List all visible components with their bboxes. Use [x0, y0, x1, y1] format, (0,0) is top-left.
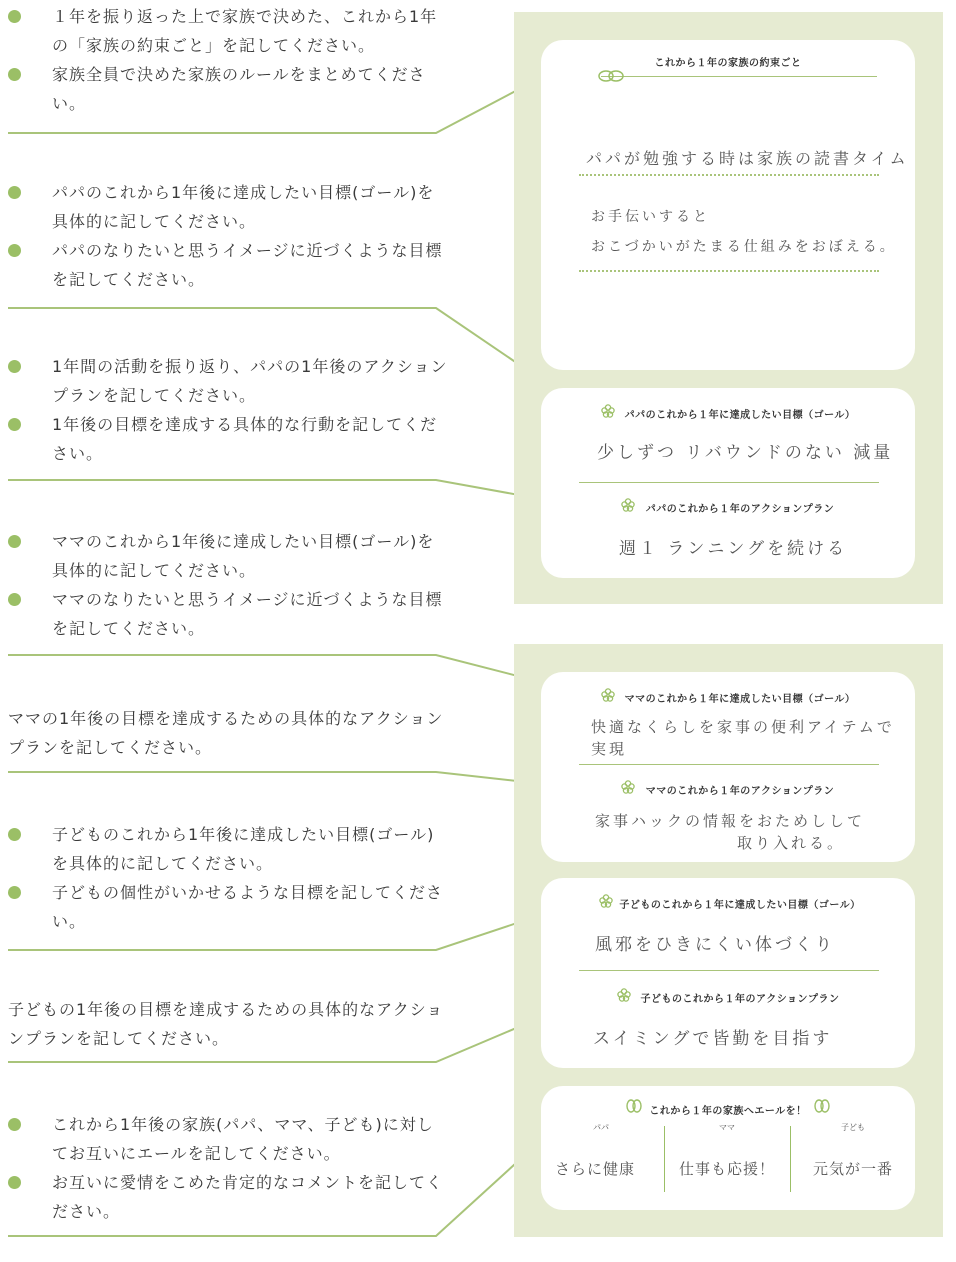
mama-goal-title: ママのこれから１年に達成したい目標（ゴール）	[624, 694, 856, 705]
family-promise-card	[541, 40, 915, 370]
mama-goal-text1: 快適なくらしを家事の便利アイテムで	[591, 718, 895, 736]
yell-papa-text: さらに健康	[555, 1160, 636, 1178]
papa-action-text: 週１ ランニングを続ける	[619, 539, 848, 559]
child-action-text: スイミングで皆勤を目指す	[593, 1029, 833, 1049]
column-divider	[790, 1126, 791, 1192]
yell-card	[541, 1086, 915, 1210]
bullet-icon	[8, 828, 21, 841]
family-promise-line2b: おこづかいがたまる仕組みをおぼえる。	[591, 239, 897, 255]
papa-card	[541, 388, 915, 578]
papa-action-title: パパのこれから１年のアクションプラン	[645, 504, 835, 515]
bullet-icon	[8, 10, 21, 23]
mama-action-title: ママのこれから１年のアクションプラン	[645, 786, 835, 797]
instruction-family: １年を振り返った上で家族で決めた、これから1年の「家族の約束ごと」を記してください。 家族全員で決めた家族のルールをまとめてください。	[8, 2, 448, 118]
instruction-mama-action: ママの1年後の目標を達成するための具体的なアクションプランを記してください。	[8, 709, 444, 757]
column-divider	[664, 1126, 665, 1192]
family-promise-line2a: お手伝いすると	[591, 209, 710, 225]
sheet-panel-top	[514, 12, 943, 604]
instruction-child-action: 子どもの1年後の目標を達成するための具体的なアクションプランを記してください。	[8, 1000, 444, 1048]
papa-goal-text: 少しずつ リバウンドのない 減量	[597, 443, 894, 463]
section-divider	[579, 764, 879, 765]
papa-goal-title: パパのこれから１年に達成したい目標（ゴール）	[624, 410, 856, 421]
yell-mama-text: 仕事も応援！	[679, 1160, 776, 1178]
mama-goal-text2: 実現	[591, 740, 628, 758]
title-divider	[601, 76, 877, 77]
dotted-rule	[579, 174, 879, 176]
bullet-icon	[8, 535, 21, 548]
section-divider	[579, 482, 879, 483]
knot-icon	[597, 68, 625, 84]
bullet-icon	[8, 244, 21, 257]
connector-mama-action	[8, 772, 580, 788]
bullet-icon	[8, 360, 21, 373]
bullet-icon	[8, 1176, 21, 1189]
instruction-mama-goal: ママのこれから1年後に達成したい目標(ゴール)を具体的に記してください。 ママのなりたいと思うイメージに近づくような目標を記してください。	[8, 527, 448, 643]
yell-mama-label: ママ	[719, 1123, 735, 1132]
bullet-icon	[8, 593, 21, 606]
bullet-icon	[8, 186, 21, 199]
instruction-yell: これから1年後の家族(パパ、ママ、子ども)に対してお互いにエールを記してください。 お互いに愛情をこめた肯定的なコメントを記してください。	[8, 1110, 448, 1226]
instruction-papa-goal: パパのこれから1年後に達成したい目標(ゴール)を具体的に記してください。 パパのなりたいと思うイメージに近づくような目標を記してください。	[8, 178, 448, 294]
mama-action-text2: 取り入れる。	[737, 834, 846, 852]
yell-papa-label: パパ	[593, 1123, 609, 1132]
yell-child-label: 子ども	[841, 1123, 865, 1132]
family-promise-title: これから１年の家族の約束ごと	[654, 58, 802, 69]
instruction-papa-action: 1年間の活動を振り返り、パパの1年後のアクションプランを記してください。 1年後の目標を達成する具体的な行動を記してください。	[8, 352, 448, 468]
child-goal-text: 風邪をひきにくい体づくり	[595, 935, 835, 955]
child-action-title: 子どものこれから１年のアクションプラン	[640, 994, 840, 1005]
section-divider	[579, 970, 879, 971]
connector-mama-goal	[8, 655, 580, 692]
instruction-child-goal: 子どものこれから1年後に達成したい目標(ゴール)を具体的に記してください。 子どもの個性がいかせるような目標を記してください。	[8, 820, 448, 936]
child-card	[541, 878, 915, 1068]
yell-title: これから１年の家族へエールを！	[649, 1106, 807, 1117]
mama-card	[541, 672, 915, 862]
sheet-panel-bottom	[514, 644, 943, 1237]
leaf-icon	[813, 1098, 831, 1114]
child-goal-title: 子どものこれから１年に達成したい目標（ゴール）	[619, 900, 861, 911]
bullet-icon	[8, 1118, 21, 1131]
family-promise-line1: パパが勉強する時は家族の読書タイム	[586, 149, 909, 168]
yell-child-text: 元気が一番	[813, 1160, 894, 1178]
dotted-rule	[579, 270, 879, 272]
bullet-icon	[8, 886, 21, 899]
connector-papa-action	[8, 480, 580, 506]
mama-action-text1: 家事ハックの情報をおためしして	[595, 812, 866, 830]
bullet-icon	[8, 68, 21, 81]
bullet-icon	[8, 418, 21, 431]
